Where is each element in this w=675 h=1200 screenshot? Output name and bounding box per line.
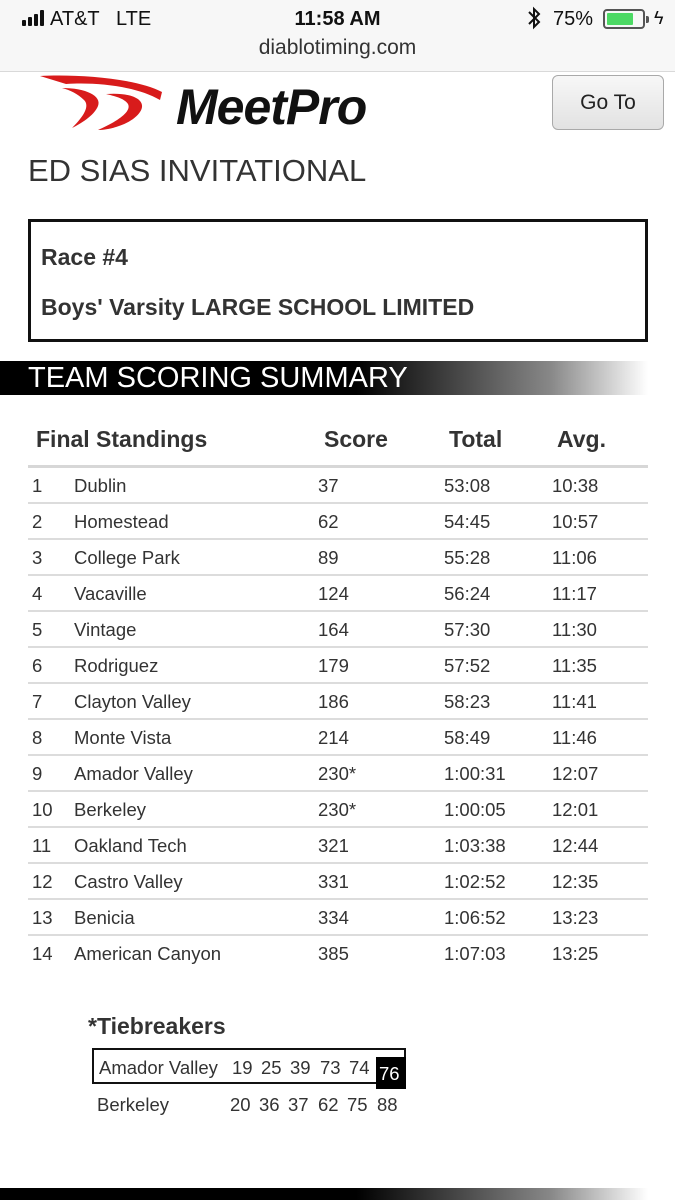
table-row: [28, 900, 648, 936]
tiebreaker-row: [92, 1087, 406, 1123]
section-title: TEAM SCORING SUMMARY: [28, 362, 408, 394]
team-avg-time: 12:35: [552, 871, 599, 892]
section-header-bar: [0, 361, 648, 395]
table-body: [28, 468, 648, 972]
table-row: [28, 792, 648, 828]
team-name: Oakland Tech: [74, 835, 187, 856]
team-avg-time: 11:17: [552, 583, 597, 604]
tiebreaker-team: Amador Valley: [99, 1057, 218, 1078]
team-name: Homestead: [74, 511, 169, 532]
team-place: 1: [32, 475, 43, 496]
bluetooth-icon: [527, 6, 541, 30]
table-row: [28, 648, 648, 684]
team-total-time: 1:02:52: [444, 871, 506, 892]
tiebreaker-highlight-value: 76: [379, 1063, 400, 1084]
logo-text: MeetPro: [176, 79, 367, 135]
tiebreaker-place: 39: [290, 1057, 311, 1078]
table-row: [28, 468, 648, 504]
team-total-time: 1:03:38: [444, 835, 506, 856]
team-avg-time: 13:25: [552, 943, 599, 964]
team-score: 124: [318, 583, 349, 604]
column-header-standings: Final Standings: [36, 426, 208, 452]
clock: 11:58 AM: [294, 8, 381, 30]
table-row: [28, 864, 648, 900]
team-avg-time: 11:06: [552, 547, 597, 568]
tiebreaker-place: 62: [318, 1094, 339, 1115]
tiebreaker-highlight: [376, 1057, 406, 1089]
tiebreaker-place: 19: [232, 1057, 253, 1078]
column-header-avg: Avg.: [557, 426, 606, 452]
team-name: Amador Valley: [74, 763, 193, 784]
team-avg-time: 11:30: [552, 619, 597, 640]
team-score: 89: [318, 547, 339, 568]
charging-icon: ϟ: [654, 8, 664, 28]
tiebreaker-place: 75: [347, 1094, 368, 1115]
team-place: 2: [32, 511, 43, 532]
team-avg-time: 12:07: [552, 763, 599, 784]
team-place: 11: [32, 835, 52, 856]
team-name: College Park: [74, 547, 180, 568]
team-avg-time: 12:44: [552, 835, 599, 856]
team-total-time: 57:52: [444, 655, 491, 676]
team-avg-time: 12:01: [552, 799, 599, 820]
team-place: 7: [32, 691, 43, 712]
team-score: 186: [318, 691, 349, 712]
team-score: 230*: [318, 799, 357, 820]
team-score: 230*: [318, 763, 357, 784]
table-row: [28, 756, 648, 792]
browser-chrome: [0, 0, 675, 72]
team-name: Clayton Valley: [74, 691, 191, 712]
team-avg-time: 10:38: [552, 475, 599, 496]
tiebreaker-row: [92, 1048, 406, 1084]
tiebreaker-place: 37: [288, 1094, 309, 1115]
team-score: 321: [318, 835, 349, 856]
team-name: Castro Valley: [74, 871, 183, 892]
go-to-button[interactable]: Go To: [552, 75, 664, 130]
team-total-time: 1:00:05: [444, 799, 506, 820]
team-place: 5: [32, 619, 43, 640]
team-total-time: 58:23: [444, 691, 491, 712]
meet-title: ED SIAS INVITATIONAL: [28, 153, 367, 188]
tiebreaker-place: 74: [349, 1057, 370, 1078]
team-score: 214: [318, 727, 349, 748]
status-bar: [0, 0, 675, 38]
team-total-time: 56:24: [444, 583, 491, 604]
swoosh-logo-icon: [36, 72, 176, 134]
team-score: 331: [318, 871, 349, 892]
tiebreakers-title: *Tiebreakers: [88, 1013, 226, 1039]
team-avg-time: 13:23: [552, 907, 599, 928]
table-row: [28, 684, 648, 720]
next-section-bar: [0, 1188, 648, 1200]
team-score: 334: [318, 907, 349, 928]
team-total-time: 1:06:52: [444, 907, 506, 928]
tiebreaker-team: Berkeley: [97, 1094, 169, 1115]
team-name: Monte Vista: [74, 727, 172, 748]
table-row: [28, 936, 648, 972]
tiebreaker-place: 36: [259, 1094, 280, 1115]
team-name: American Canyon: [74, 943, 222, 964]
tiebreaker-place: 73: [320, 1057, 341, 1078]
team-name: Vintage: [74, 619, 137, 640]
team-name: Berkeley: [74, 799, 146, 820]
meetpro-logo[interactable]: [36, 72, 431, 134]
team-name: Vacaville: [74, 583, 147, 604]
table-row: [28, 504, 648, 540]
table-row: [28, 540, 648, 576]
table-row: [28, 720, 648, 756]
column-header-total: Total: [449, 426, 503, 452]
team-score: 37: [318, 475, 339, 496]
team-place: 3: [32, 547, 43, 568]
team-place: 10: [32, 799, 53, 820]
table-row: [28, 576, 648, 612]
tiebreaker-place: 25: [261, 1057, 282, 1078]
team-score: 179: [318, 655, 349, 676]
team-score: 62: [318, 511, 339, 532]
url-bar[interactable]: diablotiming.com: [258, 36, 417, 59]
team-total-time: 57:30: [444, 619, 491, 640]
tiebreaker-place: 20: [230, 1094, 251, 1115]
team-total-time: 1:07:03: [444, 943, 506, 964]
column-header-score: Score: [324, 426, 388, 452]
team-name: Rodriguez: [74, 655, 159, 676]
battery-icon: [603, 9, 645, 29]
network-type: LTE: [116, 8, 152, 30]
battery-percent: 75%: [553, 8, 594, 30]
team-avg-time: 10:57: [552, 511, 599, 532]
table-row: [28, 828, 648, 864]
team-total-time: 54:45: [444, 511, 491, 532]
table-row: [28, 612, 648, 648]
team-name: Benicia: [74, 907, 135, 928]
team-total-time: 58:49: [444, 727, 491, 748]
team-avg-time: 11:46: [552, 727, 597, 748]
team-score: 164: [318, 619, 349, 640]
carrier-label: AT&T: [50, 8, 100, 30]
team-total-time: 53:08: [444, 475, 491, 496]
team-place: 12: [32, 871, 53, 892]
team-place: 4: [32, 583, 43, 604]
team-total-time: 55:28: [444, 547, 491, 568]
team-place: 9: [32, 763, 43, 784]
tiebreaker-place: 88: [377, 1094, 398, 1115]
table-header: [28, 418, 648, 468]
team-total-time: 1:00:31: [444, 763, 506, 784]
team-score: 385: [318, 943, 349, 964]
race-name: Boys' Varsity LARGE SCHOOL LIMITED: [41, 294, 475, 320]
team-place: 6: [32, 655, 43, 676]
team-place: 13: [32, 907, 53, 928]
team-place: 14: [32, 943, 53, 964]
team-name: Dublin: [74, 475, 127, 496]
race-number: Race #4: [41, 244, 128, 270]
team-avg-time: 11:35: [552, 655, 597, 676]
team-avg-time: 11:41: [552, 691, 597, 712]
standings-table: [28, 418, 648, 972]
race-info-box: [28, 219, 648, 342]
team-place: 8: [32, 727, 43, 748]
